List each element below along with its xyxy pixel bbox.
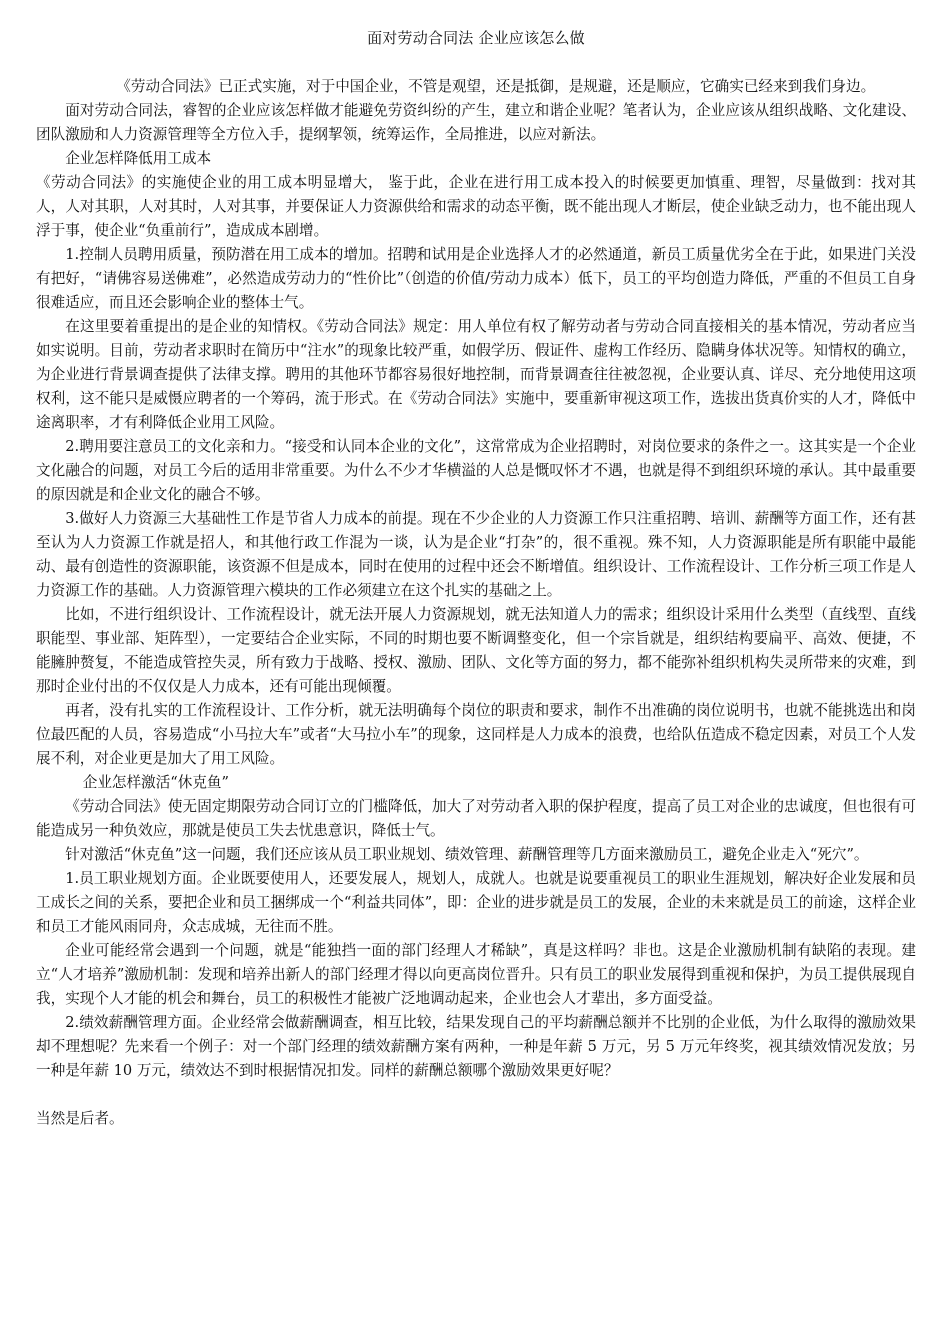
section-heading: 企业怎样激活“休克鱼” (82, 774, 229, 791)
document-page (36, 26, 916, 1131)
body-paragraph: 再者，没有扎实的工作流程设计、工作分析，就无法明确每个岗位的职责和要求，制作不出准确的岗位说明书，也就不能挑选出和岗位最匹配的人员，容易造成“小马拉大车”或者“大马拉小车”的现象，这同样是人力成本的浪费，也给队伍造成不稳定因素，对员工个人发展不利，对企业更是加大了用工风险。 (36, 702, 916, 767)
body-paragraph: 2.聘用要注意员工的文化亲和力。“接受和认同本企业的文化”，这常常成为企业招聘时，对岗位要求的条件之一。这其实是一个企业文化融合的问题，对员工今后的适用非常重要。为什么不少才华横溢的人总是慨叹怀才不遇，也就是得不到组织环境的承认。其中最重要的原因就是和企业文化的融合不够。 (36, 438, 916, 503)
body-paragraph: 《劳动合同法》已正式实施，对于中国企业，不管是观望，还是抵御，是规避，还是顺应，它确实已经来到我们身边。 (116, 78, 876, 95)
body-paragraph: 面对劳动合同法，睿智的企业应该怎样做才能避免劳资纠纷的产生，建立和谐企业呢？笔者认为，企业应该从组织战略、文化建设、团队激励和人力资源管理等全方位入手，提纲挈领，统筹运作，全局推进，以应对新法。 (36, 102, 916, 143)
blank-line (36, 1083, 916, 1107)
body-paragraph: 《劳动合同法》使无固定期限劳动合同订立的门槛降低，加大了对劳动者入职的保护程度，提高了员工对企业的忠诚度，但也很有可能造成另一种负效应，那就是使员工失去忧患意识，降低士气。 (36, 798, 916, 839)
body-paragraph: 1.控制人员聘用质量，预防潜在用工成本的增加。招聘和试用是企业选择人才的必然通道，新员工质量优劣全在于此，如果进门关没有把好，“请佛容易送佛难”，必然造成劳动力的“性价比”（创造的价值/劳动力成本）低下，员工的平均创造力降低，严重的不但员工自身很难适应，而且还会影响企业的整体士气。 (36, 246, 916, 311)
body-paragraph: 3.做好人力资源三大基础性工作是节省人力成本的前提。现在不少企业的人力资源工作只注重招聘、培训、薪酬等方面工作，还有甚至认为人力资源工作就是招人，和其他行政工作混为一谈，认为是企业“打杂”的，很不重视。殊不知，人力资源职能是所有职能中最能动、最有创造性的资源职能，该资源不但是成本，同时在使用的过程中还会不断增值。组织设计、工作流程设计、工作分析三项工作是人力资源工作的基础。人力资源管理六模块的工作必须建立在这个扎实的基础之上。 (36, 510, 916, 599)
body-paragraph: 针对激活“休克鱼”这一问题，我们还应该从员工职业规划、绩效管理、薪酬管理等几方面来激励员工，避免企业走入“死穴”。 (65, 846, 869, 863)
document-title: 面对劳动合同法 企业应该怎么做 (367, 29, 585, 47)
body-paragraph: 2.绩效薪酬管理方面。企业经常会做薪酬调查，相互比较，结果发现自己的平均薪酬总额并不比别的企业低，为什么取得的激励效果却不理想呢？先来看一个例子：对一个部门经理的绩效薪酬方案有两种，一种是年薪 5 万元，另 5 万元年终奖，视其绩效情况发放；另一种是年薪 10 万元，绩效达不到时根据情况扣发。同样的薪酬总额哪个激励效果更好呢？ (36, 1014, 916, 1079)
body-paragraph: 企业可能经常会遇到一个问题，就是“能独挡一面的部门经理人才稀缺”，真是这样吗？非也。这是企业激励机制有缺陷的表现。建立“人才培养”激励机制：发现和培养出新人的部门经理才得以向更高岗位晋升。只有员工的职业发展得到重视和保护，为员工提供展现自我，实现个人才能的机会和舞台，员工的积极性才能被广泛地调动起来，企业也会人才辈出，多方面受益。 (36, 942, 916, 1007)
body-paragraph: 当然是后者。 (36, 1110, 124, 1127)
body-paragraph: 《劳动合同法》的实施使企业的用工成本明显增大， 鉴于此，企业在进行用工成本投入的时候要更加慎重、理智，尽量做到：找对其人，人对其职，人对其时，人对其事，并要保证人力资源供给和需求的动态平衡，既不能出现人才断层，使企业缺乏动力，也不能出现人浮于事，使企业“负重前行”，造成成本剧增。 (36, 174, 916, 239)
body-paragraph: 1.员工职业规划方面。企业既要使用人，还要发展人，规划人，成就人。也就是说要重视员工的职业生涯规划，解决好企业发展和员工成长之间的关系，要把企业和员工捆绑成一个“利益共同体”，即：企业的进步就是员工的发展，企业的未来就是员工的前途，这样企业和员工才能风雨同舟，众志成城，无往而不胜。 (36, 870, 916, 935)
body-paragraph: 在这里要着重提出的是企业的知情权。《劳动合同法》规定：用人单位有权了解劳动者与劳动合同直接相关的基本情况，劳动者应当如实说明。目前，劳动者求职时在简历中“注水”的现象比较严重，如假学历、假证件、虚构工作经历、隐瞒身体状况等。知情权的确立，为企业进行背景调查提供了法律支撑。聘用的其他环节都容易很好地控制，而背景调查往往被忽视，企业要认真、详尽、充分地使用这项权利，这不能只是威慑应聘者的一个筹码，流于形式。在《劳动合同法》实施中，要重新审视这项工作，选拔出货真价实的人才，降低中途离职率，才有利降低企业用工风险。 (36, 318, 916, 431)
section-heading: 企业怎样降低用工成本 (65, 150, 212, 167)
body-paragraph: 比如，不进行组织设计、工作流程设计，就无法开展人力资源规划，就无法知道人力的需求；组织设计采用什么类型（直线型、直线职能型、事业部、矩阵型），一定要结合企业实际，不同的时期也要不断调整变化，但一个宗旨就是，组织结构要扁平、高效、便捷，不能臃肿赘复，不能造成管控失灵，所有致力于战略、授权、激励、团队、文化等方面的努力，都不能弥补组织机构失灵所带来的灾难，到那时企业付出的不仅仅是人力成本，还有可能出现倾覆。 (36, 606, 916, 695)
